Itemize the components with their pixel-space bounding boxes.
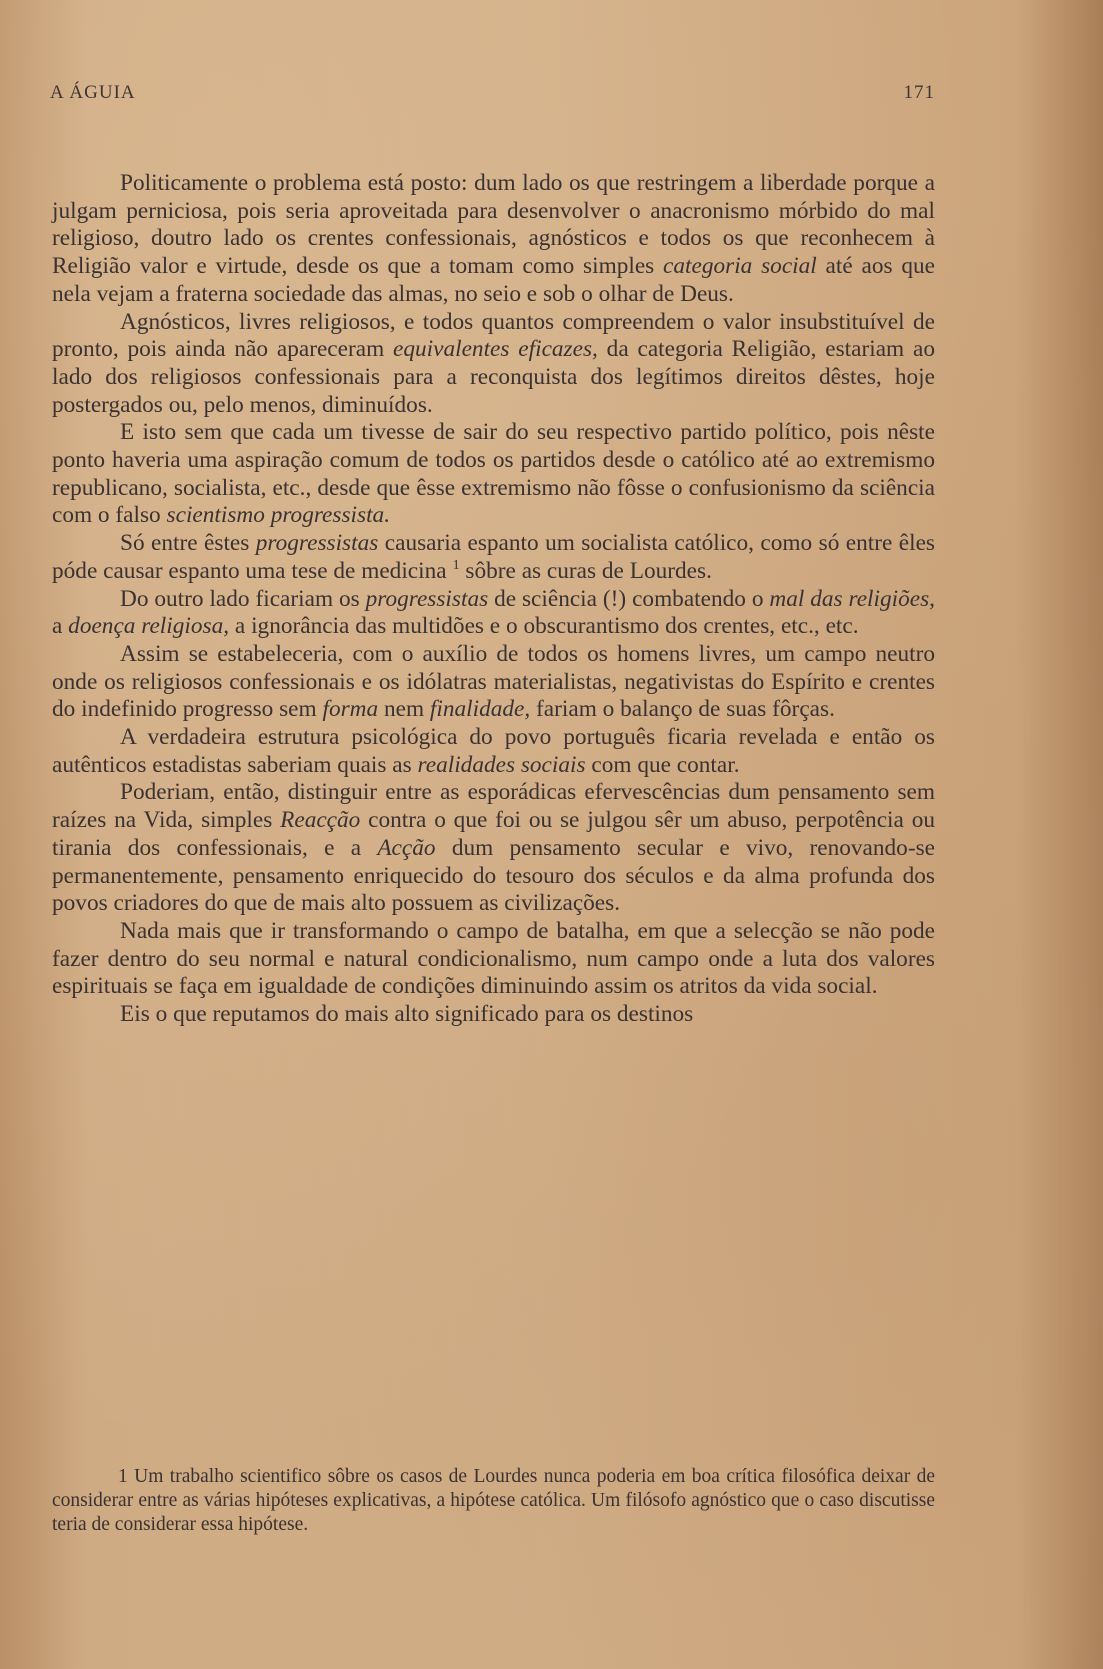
- main-text: [52, 170, 935, 1029]
- italic-phrase: Acção: [377, 834, 436, 861]
- paragraph: Só entre êstes progressistas causaria espanto um socialista católico, como só entre êles póde causar espanto uma tese de medicina $^1$ sôbre as curas de Lourdes.: [52, 530, 935, 584]
- italic-phrase: progressistas: [365, 585, 489, 612]
- italic-phrase: forma: [322, 696, 379, 723]
- running-header: [50, 82, 935, 112]
- paragraph: Eis o que reputamos do mais alto significado para os destinos: [120, 1001, 694, 1028]
- paragraph: E isto sem que cada um tivesse de sair do seu respectivo partido político, pois nêste ponto haveria uma aspiração comum de todos os partidos desde o católico até ao extremismo republicano, socialista, etc., desde que êsse extremismo não fôsse o confusionismo da sciência com o falso scientismo progressista.: [52, 419, 935, 529]
- italic-phrase: realidades sociais: [417, 751, 586, 778]
- italic-phrase: equivalentes eficazes,: [393, 336, 598, 363]
- paragraph: A verdadeira estrutura psicológica do povo português ficaria revelada e então os autênticos estadistas saberiam quais as realidades sociais com que contar.: [52, 724, 935, 778]
- italic-phrase: mal das religiões,: [769, 585, 935, 612]
- italic-phrase: Reacção: [280, 807, 361, 834]
- footnote-reference[interactable]: 1: [452, 558, 460, 574]
- paragraph: Assim se estabeleceria, com o auxílio de todos os homens livres, um campo neutro onde os religiosos confessionais e os idólatras materialistas, negativistas do Espírito e crentes do indefinido progresso sem forma nem finalidade, fariam o balanço de suas fôrças.: [52, 640, 935, 723]
- footnote-paragraph: [52, 1465, 935, 1537]
- paragraph: Poderiam, então, distinguir entre as esporádicas efervescências dum pensamento sem raízes na Vida, simples Reacção contra o que foi ou se julgou sêr um abuso, perpotência ou tirania dos confessionais, e a Acção dum pensamento secular e vivo, renovando-se permanentemente, pensamento enriquecido do tesouro dos séculos e da alma profunda dos povos criadores do que de mais alto possuem as civilizações.: [52, 779, 935, 917]
- paragraph: Agnósticos, livres religiosos, e todos quantos compreendem o valor insubstituível de pronto, pois ainda não apareceram equivalentes eficazes, da categoria Religião, estariam ao lado dos religiosos confessionais para a reconquista dos legítimos direitos dêstes, hoje postergados ou, pelo menos, diminuídos.: [52, 308, 935, 418]
- paragraph: Nada mais que ir transformando o campo de batalha, em que a selecção se não pode fazer dentro do seu normal e natural condicionalismo, num campo onde a luta dos valores espirituais se faça em igualdade de condições diminuindo assim os atritos da vida social.: [52, 917, 935, 1000]
- italic-phrase: progressistas: [255, 530, 379, 557]
- footnote: [52, 1465, 935, 1537]
- footnote-text: Um trabalho scientifico sôbre os casos de Lourdes nunca poderia em boa crítica filosófica deixar de considerar entre as várias hipóteses explicativas, a hipótese católica. Um filósofo agnóstico que o caso discutisse teria de considerar essa hipótese.: [52, 1466, 936, 1535]
- footnote-number: 1: [118, 1466, 128, 1487]
- italic-phrase: finalidade,: [429, 696, 531, 723]
- paragraph: Do outro lado ficariam os progressistas de sciência (!) combatendo o mal das religiões, a doença religiosa, a ignorância das multidões e o obscurantismo dos crentes, etc., etc.: [52, 585, 935, 640]
- italic-phrase: categoria social: [663, 253, 817, 280]
- paragraph: Politicamente o problema está posto: dum lado os que restringem a liberdade porque a julgam perniciosa, pois seria aproveitada para desenvolver o anacronismo mórbido do mal religioso, doutro lado os crentes confessionais, agnósticos e todos os que reconhecem à Religião valor e virtude, desde os que a tomam como simples categoria social até aos que nela vejam a fraterna sociedade das almas, no seio e sob o olhar de Deus.: [52, 170, 935, 307]
- journal-title: A ÁGUIA: [50, 82, 136, 103]
- page-number: 171: [903, 82, 935, 103]
- italic-phrase: doença religiosa,: [68, 613, 230, 640]
- italic-phrase: scientismo progressista.: [166, 502, 391, 529]
